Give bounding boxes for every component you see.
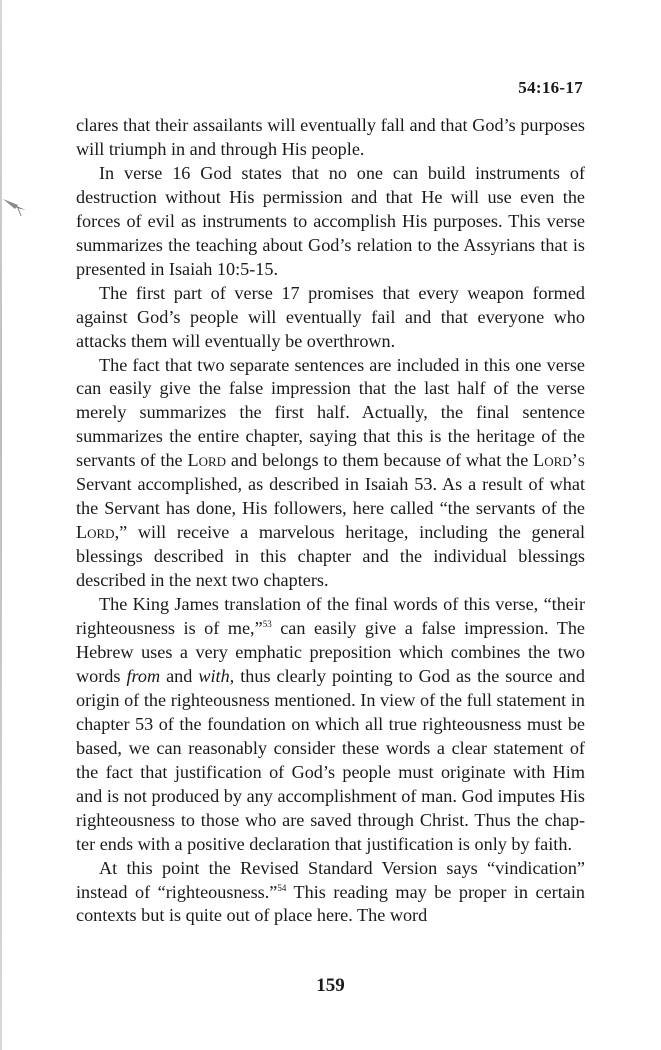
small-caps-lord: Lord’s [533, 450, 585, 471]
paragraph-text: can easily give a false impression. The Hebrew uses a very emphatic preposition which combines the two words [76, 618, 585, 686]
paragraph-text: thus clearly pointing to God as the source and origin of the righteousness mentioned. In view of the full statement in chapter 53 of the foundation on which all true righteousness must be based, we can reasonably consider these words a clear statement of the fact that justification of God’s people must originate with Him and is not produced by any accomplishment of man. God imputes His righteousness to those who are saved through Christ. Thus the chapter ends with a positive declaration that justification is only by faith. [76, 665, 585, 854]
paragraph [76, 593, 585, 856]
paragraph-text: clares that their assailants will eventually fall and that God’s purposes will triumph in and through His people. [76, 115, 585, 159]
paragraph [76, 354, 585, 594]
paragraph [76, 282, 585, 354]
paragraph [76, 857, 585, 929]
paragraph-text: At this point the Revised Standard Version says “vindication” instead of “righteousness.” [76, 857, 585, 902]
paragraph-text: This reading may be proper in certain contexts but is quite out of place here. The word [76, 881, 585, 926]
body-text [76, 114, 585, 928]
paragraph-text: The King James translation of the final words of this verse, “their righteousness is of me,” [76, 594, 585, 639]
small-caps-lord: Lord [187, 450, 227, 471]
paragraph-text: and [160, 665, 199, 686]
italic-word: from [126, 665, 161, 686]
paragraph-text: Servant accomplished, as described in Isaiah 53. As a result of what the Servant has done, His followers, here called “the servants of the [76, 474, 585, 519]
footnote-ref: 53 [262, 618, 272, 629]
paragraph-text: The first part of verse 17 promises that every weapon formed against God’s people will eventually fail and that everyone who attacks them will eventually be overthrown. [76, 282, 585, 351]
margin-arrow-icon [2, 196, 28, 218]
running-head: 54:16-17 [518, 78, 583, 97]
italic-word: with, [198, 665, 235, 686]
paragraph [76, 162, 585, 282]
paragraph-text: In verse 16 God states that no one can build instruments of destruction without His permission and that He will use even the forces of evil as instruments to accomplish His purposes. This verse summarizes the teaching about God’s relation to the Assyrians that is presented in Isaiah 10:5-15. [76, 162, 585, 279]
paragraph-text: and belongs to them because of what the [226, 450, 534, 471]
paragraph-text: ,” will receive a marvelous heritage, including the general blessings described in this chapter and the individual blessings described in the next two chapters. [76, 522, 585, 591]
small-caps-lord: Lord [76, 522, 115, 543]
paragraph-continued [76, 114, 585, 162]
page-edge-shadow [0, 0, 2, 1050]
page-number: 159 [316, 975, 345, 996]
footnote-ref: 54 [277, 882, 287, 893]
paragraph-text: The fact that two separate sentences are included in this one verse can easily give the false impression that the last half of the verse merely summarizes the first half. Actually, the final sentence summarizes the entire chapter, saying that this is the heritage of the servants of the [76, 354, 585, 471]
